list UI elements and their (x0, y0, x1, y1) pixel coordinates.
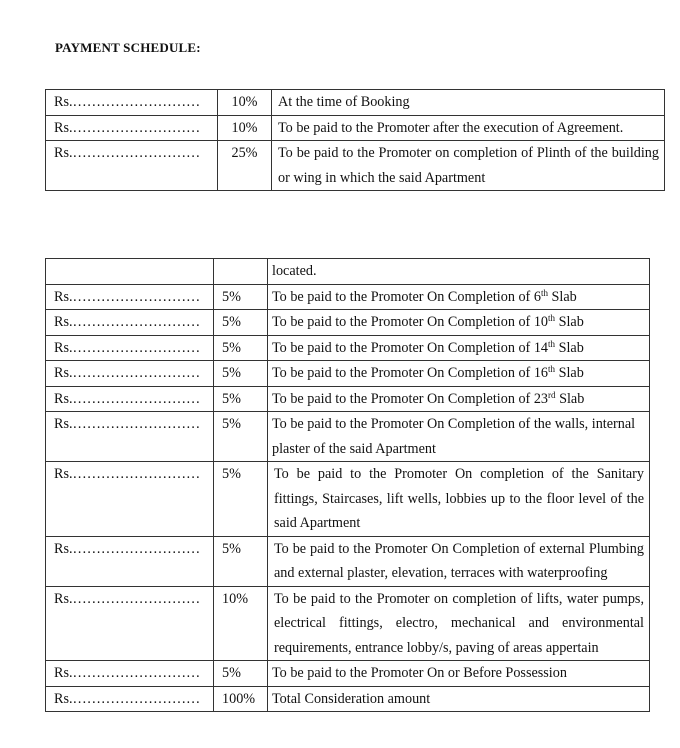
percent-cell: 5% (214, 310, 268, 336)
table-row (46, 284, 650, 310)
table-row (46, 115, 665, 141)
amount-cell: Rs.……………………… (46, 115, 218, 141)
description-cell: At the time of Booking (272, 90, 665, 116)
description-cell (268, 284, 650, 310)
percent-cell: 10% (214, 586, 268, 661)
percent-cell (214, 259, 268, 285)
description-tail: Slab (555, 339, 584, 356)
table-row (46, 90, 665, 116)
description-text: To be paid to the Promoter On Completion of 23 (272, 390, 549, 407)
amount-cell: Rs.……………………… (46, 361, 214, 387)
amount-cell: Rs.……………………… (46, 141, 218, 191)
description-tail: Slab (555, 314, 584, 330)
payment-schedule-table-1 (45, 89, 665, 191)
description-cell (268, 335, 650, 361)
table-row (46, 386, 650, 412)
amount-cell: Rs.……………………… (46, 586, 214, 661)
percent-cell: 5% (214, 284, 268, 310)
amount-cell: Rs.……………………… (46, 462, 214, 537)
description-cell: To be paid to the Promoter On or Before Possession (268, 661, 650, 687)
description-cell (268, 361, 650, 387)
description-cell: Total Consideration amount (268, 686, 650, 712)
table-row (46, 462, 650, 537)
description-text: To be paid to the Promoter On Completion of 14 (272, 339, 549, 356)
table-row (46, 259, 650, 285)
description-text: To be paid to the Promoter On Completion of 6 (272, 288, 541, 305)
description-cell: To be paid to the Promoter on completion of Plinth of the building or wing in which the said Apartment (272, 141, 665, 191)
ordinal-suffix: rd (548, 389, 556, 400)
percent-cell: 5% (214, 361, 268, 387)
description-cell (268, 310, 650, 336)
table-row (46, 686, 650, 712)
continuation-cell: located. (268, 259, 650, 285)
ordinal-suffix: th (540, 287, 548, 298)
description-cell: To be paid to the Promoter On completion of the Sanitary fittings, Staircases, lift wells, lobbies up to the floor level of the said Apartment (268, 462, 650, 537)
description-cell: To be paid to the Promoter after the execution of Agreement. (272, 115, 665, 141)
percent-cell: 5% (214, 462, 268, 537)
table-row (46, 586, 650, 661)
payment-schedule-table-2 (45, 258, 650, 712)
percent-cell: 10% (218, 115, 272, 141)
page-title: PAYMENT SCHEDULE: (55, 40, 201, 55)
percent-cell: 10% (218, 90, 272, 116)
amount-cell: Rs.……………………… (46, 661, 214, 687)
table-row (46, 310, 650, 336)
description-tail: Slab (555, 365, 584, 381)
percent-cell: 5% (214, 412, 268, 462)
table-row (46, 536, 650, 586)
description-text: To be paid to the Promoter On Completion of 10 (272, 314, 549, 330)
amount-cell: Rs.……………………… (46, 284, 214, 310)
table-row (46, 412, 650, 462)
amount-cell: Rs.……………………… (46, 90, 218, 116)
percent-cell: 5% (214, 386, 268, 412)
description-text: To be paid to the Promoter On Completion of 16 (272, 365, 549, 381)
amount-cell: Rs.……………………… (46, 412, 214, 462)
amount-cell: Rs.……………………… (46, 335, 214, 361)
description-tail: Slab (555, 390, 585, 407)
description-cell (268, 386, 650, 412)
amount-cell: Rs.……………………… (46, 386, 214, 412)
amount-cell: Rs.……………………… (46, 686, 214, 712)
percent-cell: 25% (218, 141, 272, 191)
percent-cell: 5% (214, 335, 268, 361)
table-row (46, 361, 650, 387)
ordinal-suffix: th (548, 338, 556, 349)
table-row (46, 141, 665, 191)
description-cell: To be paid to the Promoter on completion of lifts, water pumps, electrical fittings, electro, mechanical and environmental requirements, entrance lobby/s, paving of areas appertain (268, 586, 650, 661)
description-tail: Slab (547, 288, 577, 305)
amount-cell (46, 259, 214, 285)
percent-cell: 5% (214, 536, 268, 586)
description-cell: To be paid to the Promoter On Completion of the walls, internal plaster of the said Apartment (268, 412, 650, 462)
table-row (46, 335, 650, 361)
percent-cell: 5% (214, 661, 268, 687)
description-cell: To be paid to the Promoter On Completion of external Plumbing and external plaster, elevation, terraces with waterproofing (268, 536, 650, 586)
amount-cell: Rs.……………………… (46, 536, 214, 586)
amount-cell: Rs.……………………… (46, 310, 214, 336)
ordinal-suffix: th (548, 364, 556, 374)
percent-cell: 100% (214, 686, 268, 712)
ordinal-suffix: th (548, 313, 556, 323)
table-row (46, 661, 650, 687)
